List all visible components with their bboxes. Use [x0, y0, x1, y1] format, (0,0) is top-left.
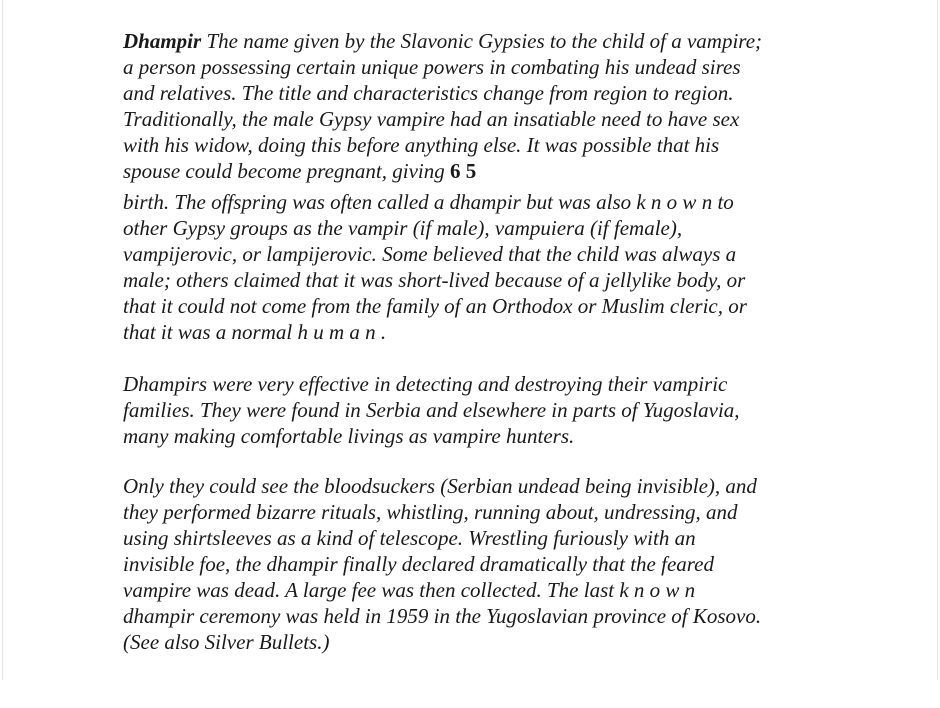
text-line: Dhampirs were very effective in detecting and destroying their vampiric: [123, 372, 728, 396]
text-line: many making comfortable livings as vampire hunters.: [123, 424, 575, 448]
entry-headword: Dhampir: [123, 29, 202, 53]
text-line: they performed bizarre rituals, whistling, running about, undressing, and: [123, 500, 738, 524]
text-line: a person possessing certain unique powers in combating his undead sires: [123, 55, 741, 79]
text-line: (See also Silver Bullets.): [123, 630, 330, 654]
text-line: that it could not come from the family of an Orthodox or Muslim cleric, or: [123, 294, 747, 318]
text-line: vampijerovic, or lampijerovic. Some believed that the child was always a: [123, 242, 737, 266]
paragraph-hunters: [123, 371, 843, 449]
text-line: that it was a normal h u m a n .: [123, 320, 387, 344]
text-line: other Gypsy groups as the vampir (if male), vampuiera (if female),: [123, 216, 683, 240]
document-page: [2, 0, 938, 680]
text-span: The name given by the Slavonic Gypsies to the child of a vampire;: [201, 29, 763, 53]
text-line: dhampir ceremony was held in 1959 in the Yugoslavian province of Kosovo.: [123, 604, 762, 628]
text-line: Traditionally, the male Gypsy vampire had an insatiable need to have sex: [123, 107, 740, 131]
text-line: using shirtsleeves as a kind of telescope. Wrestling furiously with an: [123, 526, 696, 550]
text-line: vampire was dead. A large fee was then collected. The last k n o w n: [123, 578, 696, 602]
text-line: male; others claimed that it was short-lived because of a jellylike body, or: [123, 268, 746, 292]
text-line: invisible foe, the dhampir finally declared dramatically that the feared: [123, 552, 714, 576]
paragraph-definition: [123, 28, 843, 184]
paragraph-offspring: [123, 189, 843, 345]
text-line: [123, 158, 843, 184]
text-line: with his widow, doing this before anything else. It was possible that his: [123, 133, 720, 157]
text-line: families. They were found in Serbia and elsewhere in parts of Yugoslavia,: [123, 398, 740, 422]
page-number: 6 5: [450, 159, 477, 183]
text-line: Only they could see the bloodsuckers (Serbian undead being invisible), and: [123, 474, 757, 498]
text-line: and relatives. The title and characteristics change from region to region.: [123, 81, 734, 105]
text-line: birth. The offspring was often called a dhampir but was also k n o w n to: [123, 190, 734, 214]
text-span: spouse could become pregnant, giving: [123, 159, 450, 183]
paragraph-rituals: [123, 473, 843, 655]
text-line: [123, 28, 843, 54]
